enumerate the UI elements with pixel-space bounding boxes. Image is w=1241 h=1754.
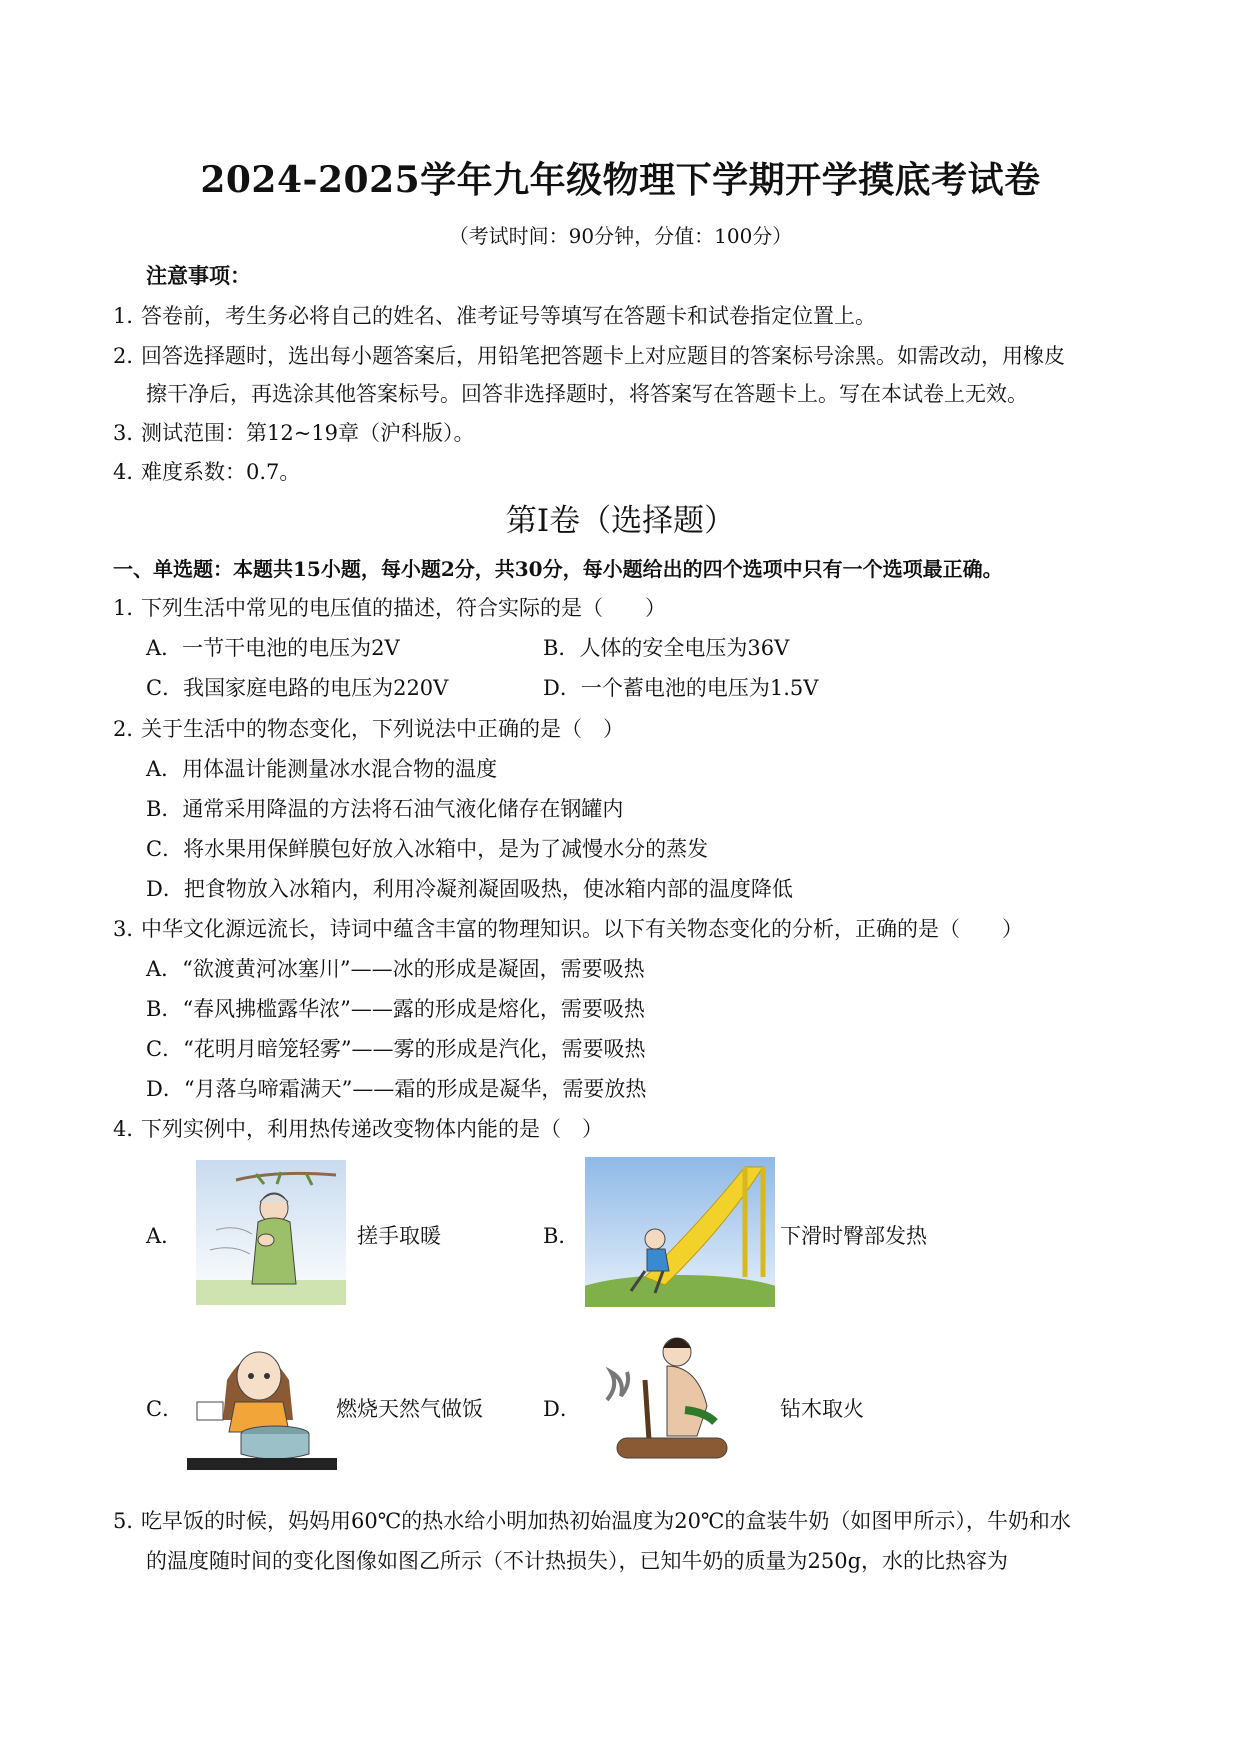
question-stem: 3．中华文化源远流长，诗词中蕴含丰富的物理知识。以下有关物态变化的分析，正确的是（ ） [113,917,1023,941]
question-stem: 1．下列生活中常见的电压值的描述，符合实际的是（ ） [113,596,666,620]
note-item: 4．难度系数：0.7。 [113,460,301,484]
option: D．一个蓄电池的电压为1.5V [543,676,819,700]
exam-title: 2024-2025学年九年级物理下学期开学摸底考试卷 [200,159,1041,201]
note-item-continued: 擦干净后，再选涂其他答案标号。回答非选择题时，将答案写在答题卡上。写在本试卷上无效。 [146,382,1028,406]
option: B．“春风拂槛露华浓”——露的形成是熔化，需要吸热 [146,997,645,1021]
notes-heading: 注意事项： [146,263,251,288]
question-stem-continued: 的温度随时间的变化图像如图乙所示（不计热损失），已知牛奶的质量为250g，水的比热容为 [146,1549,1009,1573]
option: A．用体温计能测量冰水混合物的温度 [146,757,498,781]
option: C．“花明月暗笼轻雾”——雾的形成是汽化，需要吸热 [146,1037,646,1061]
note-item: 1．答卷前，考生务必将自己的姓名、准考证号等填写在答题卡和试卷指定位置上。 [113,304,876,328]
cooking-illustration [187,1330,337,1470]
option-label: A． [146,1224,183,1248]
rubbing-hands-illustration [196,1160,346,1305]
slide-illustration [585,1157,775,1307]
option-text: 搓手取暖 [357,1224,441,1248]
question-stem: 5．吃早饭的时候，妈妈用60℃的热水给小明加热初始温度为20℃的盒装牛奶（如图甲所示），牛奶和水 [113,1509,1071,1533]
option: D．“月落乌啼霜满天”——霜的形成是凝华，需要放热 [146,1077,647,1101]
option: C．我国家庭电路的电压为220V [146,676,449,700]
note-item: 2．回答选择题时，选出每小题答案后，用铅笔把答题卡上对应题目的答案标号涂黑。如需改动，用橡皮 [113,344,1065,368]
section-instruction: 一、单选题：本题共15小题，每小题2分，共30分，每小题给出的四个选项中只有一个选项最正确。 [113,557,1003,581]
option-label: B． [543,1224,580,1248]
exam-subtitle: （考试时间：90分钟，分值：100分） [448,224,793,248]
section-title: 第Ⅰ卷（选择题） [505,503,736,539]
option: D．把食物放入冰箱内，利用冷凝剂凝固吸热，使冰箱内部的温度降低 [146,877,793,901]
option: A．“欲渡黄河冰塞川”——冰的形成是凝固，需要吸热 [146,957,645,981]
option: B．人体的安全电压为36V [543,636,790,660]
option-label: D． [543,1397,581,1421]
option: B．通常采用降温的方法将石油气液化储存在钢罐内 [146,797,624,821]
question-stem: 4．下列实例中，利用热传递改变物体内能的是（ ） [113,1117,603,1141]
option-text: 燃烧天然气做饭 [336,1397,483,1421]
drill-wood-fire-illustration [597,1330,747,1470]
option: C．将水果用保鲜膜包好放入冰箱中，是为了减慢水分的蒸发 [146,837,709,861]
option-text: 下滑时臀部发热 [780,1224,927,1248]
option: A．一节干电池的电压为2V [146,636,400,660]
note-item: 3．测试范围：第12~19章（沪科版）。 [113,421,475,445]
option-label: C． [146,1397,184,1421]
option-text: 钻木取火 [780,1397,864,1421]
question-stem: 2．关于生活中的物态变化，下列说法中正确的是（ ） [113,717,624,741]
